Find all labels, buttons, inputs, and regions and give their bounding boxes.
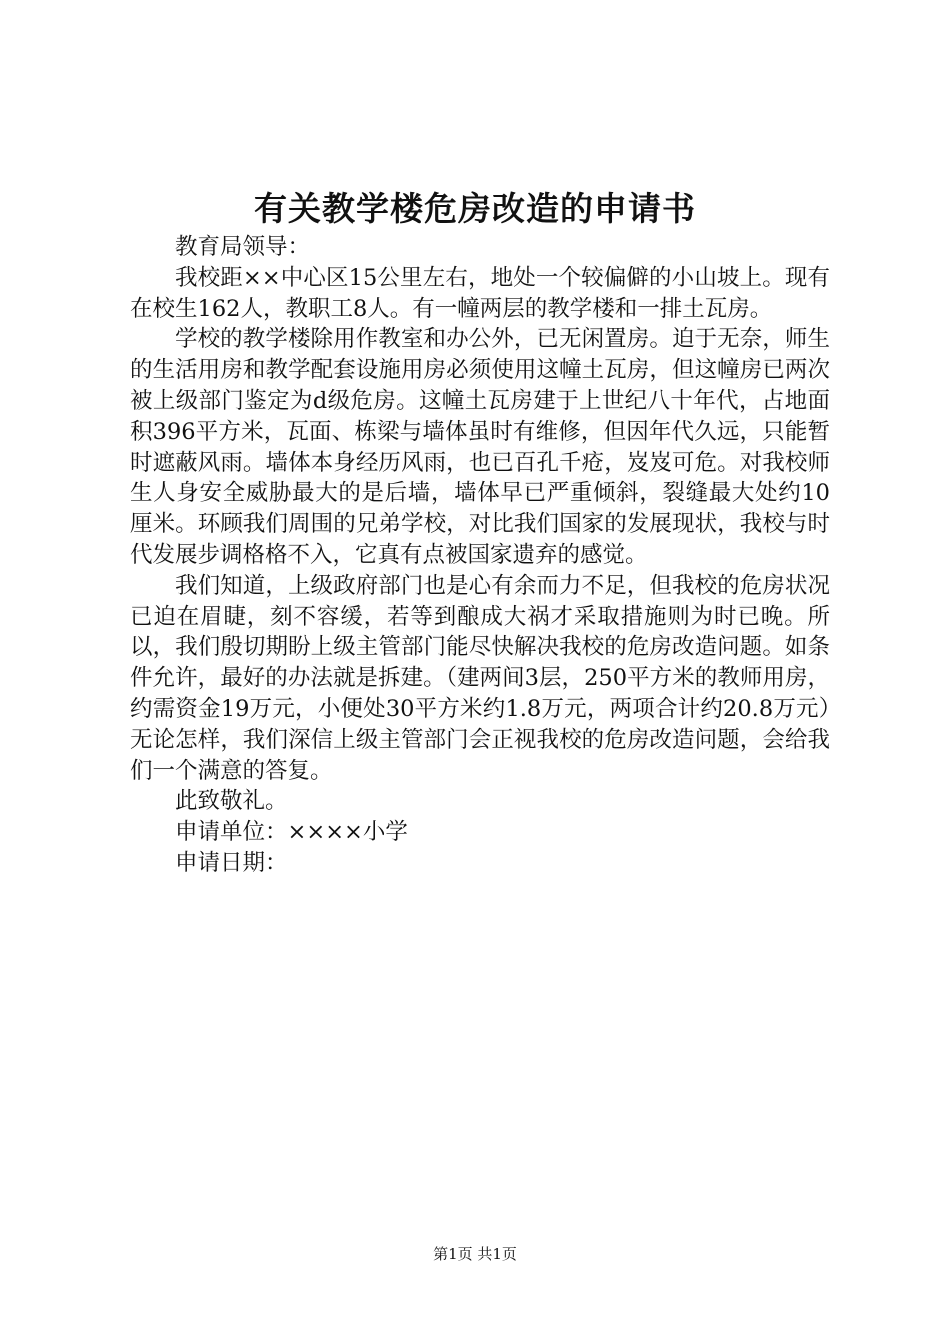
paragraph-2: 学校的教学楼除用作教室和办公外，已无闲置房。迫于无奈，师生的生活用房和教学配套设施用房必须使用这幢土瓦房，但这幢房已两次被上级部门鉴定为d级危房。这幢土瓦房建于上世纪八十年代，占地面积396平方米，瓦面、栋梁与墙体虽时有维修，但因年代久远，只能暂时遮蔽风雨。墙体本身经历风雨，也已百孔千疮，岌岌可危。对我校师生人身安全威胁最大的是后墙，墙体早已严重倾斜，裂缝最大处约10厘米。环顾我们周围的兄弟学校，对比我们国家的发展现状，我校与时代发展步调格格不入，它真有点被国家遗弃的感觉。 bbox=[130, 326, 830, 568]
salutation: 教育局领导： bbox=[175, 234, 311, 260]
application-date: 申请日期： bbox=[175, 849, 288, 876]
document-title: 有关教学楼危房改造的申请书 bbox=[254, 189, 696, 228]
applicant: 申请单位：××××小学 bbox=[175, 819, 408, 846]
paragraph-3: 我们知道，上级政府部门也是心有余而力不足，但我校的危房状况已迫在眉睫，刻不容缓，若等到酿成大祸才采取措施则为时已晚。所以，我们殷切期盼上级主管部门能尽快解决我校的危房改造问题。如条件允许，最好的办法就是拆建。（建两间3层，250平方米的教师用房，约需资金19万元，小便处30平方米约1.8万元，两项合计约20.8万元）无论怎样，我们深信上级主管部门会正视我校的危房改造问题，会给我们一个满意的答复。 bbox=[130, 572, 830, 784]
paragraph-1: 我校距××中心区15公里左右，地处一个较偏僻的小山坡上。现有在校生162人，教职工8人。有一幢两层的教学楼和一排土瓦房。 bbox=[130, 264, 830, 322]
page-footer: 第1页 共1页 bbox=[433, 1245, 517, 1263]
closing: 此致敬礼。 bbox=[175, 788, 288, 815]
document-body bbox=[130, 232, 830, 879]
